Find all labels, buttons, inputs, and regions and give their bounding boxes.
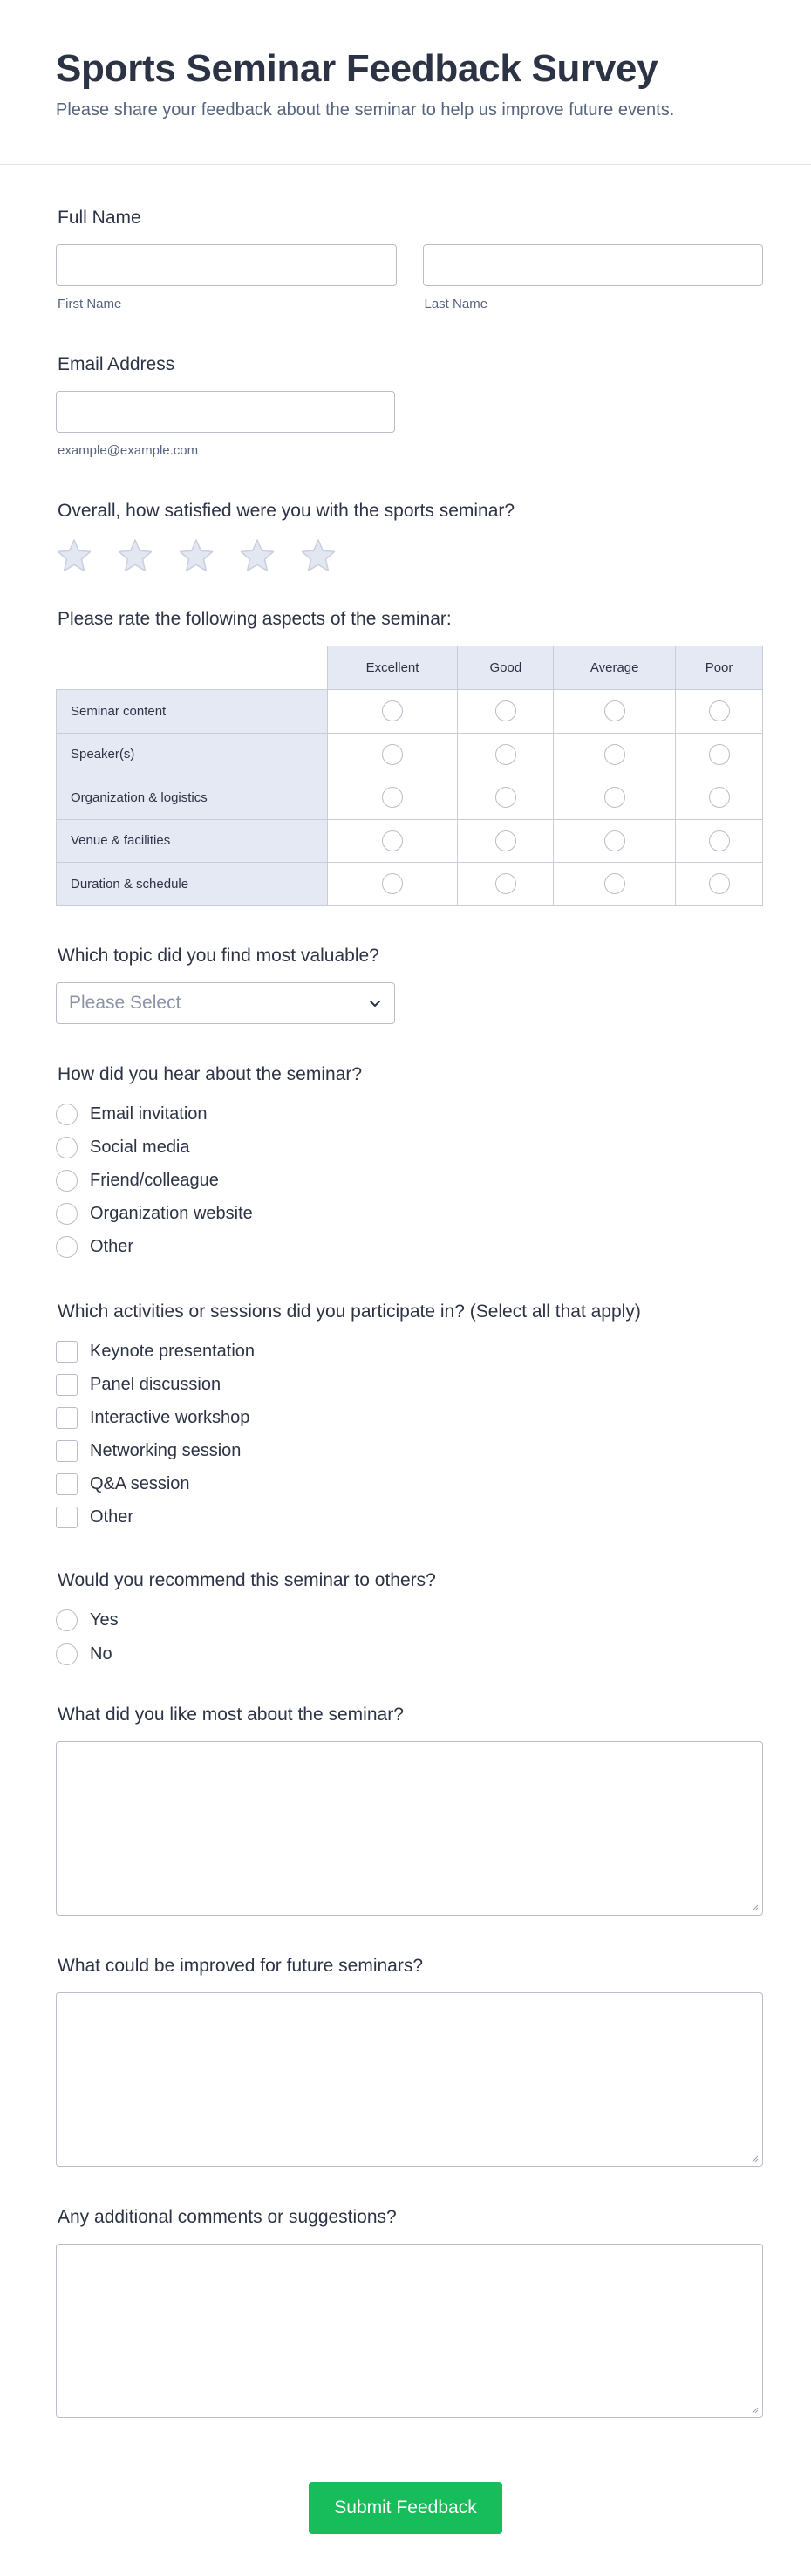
last-name-input[interactable]	[423, 244, 764, 286]
option-label: Email invitation	[90, 1104, 208, 1124]
heard-label: How did you hear about the seminar?	[58, 1064, 363, 1084]
matrix-radio[interactable]	[604, 873, 625, 894]
matrix-label: Please rate the following aspects of the seminar:	[58, 609, 452, 629]
checkbox-option[interactable]	[56, 1434, 763, 1467]
submit-button[interactable]: Submit Feedback	[309, 2482, 502, 2534]
matrix-cell	[554, 690, 676, 734]
matrix-cell	[327, 819, 458, 863]
matrix-radio[interactable]	[382, 700, 403, 721]
radio-option[interactable]	[56, 1637, 763, 1671]
email-input[interactable]	[56, 391, 395, 433]
activities-options	[56, 1335, 763, 1534]
matrix-cell	[458, 863, 554, 906]
improve-label: What could be improved for future seminars?	[58, 1956, 424, 1976]
matrix-radio[interactable]	[604, 787, 625, 808]
matrix-cell	[676, 733, 763, 776]
matrix-radio[interactable]	[382, 787, 403, 808]
matrix-row	[57, 819, 763, 863]
checkbox[interactable]	[56, 1407, 78, 1429]
matrix-radio[interactable]	[382, 830, 403, 851]
chevron-down-icon	[368, 996, 382, 1010]
last-name-sublabel: Last Name	[424, 297, 488, 311]
option-label: Interactive workshop	[90, 1407, 250, 1427]
checkbox-option[interactable]	[56, 1401, 763, 1434]
radio-button[interactable]	[56, 1203, 78, 1225]
recommend-section	[56, 1568, 763, 1671]
checkbox-option[interactable]	[56, 1368, 763, 1401]
radio-option[interactable]	[56, 1197, 763, 1230]
email-label: Email Address	[58, 354, 175, 374]
matrix-row	[57, 776, 763, 820]
liked-section	[56, 1703, 763, 1916]
matrix-column-header: Poor	[676, 646, 763, 690]
matrix-radio[interactable]	[709, 700, 730, 721]
matrix-cell	[554, 733, 676, 776]
heard-section	[56, 1063, 763, 1263]
matrix-cell	[554, 863, 676, 906]
option-label: Panel discussion	[90, 1374, 221, 1394]
matrix-row-label: Venue & facilities	[57, 819, 328, 863]
matrix-radio[interactable]	[709, 830, 730, 851]
matrix-radio[interactable]	[382, 873, 403, 894]
star-rating	[56, 537, 763, 574]
satisfaction-section	[56, 499, 763, 574]
checkbox[interactable]	[56, 1440, 78, 1462]
topic-select[interactable]	[56, 982, 395, 1024]
matrix-cell	[327, 690, 458, 734]
radio-button[interactable]	[56, 1643, 78, 1665]
matrix-radio[interactable]	[382, 744, 403, 765]
matrix-row-label: Speaker(s)	[57, 733, 328, 776]
star-icon[interactable]	[239, 537, 276, 574]
matrix-cell	[676, 690, 763, 734]
option-label: Friend/colleague	[90, 1170, 219, 1190]
option-label: Organization website	[90, 1203, 253, 1223]
matrix-radio[interactable]	[604, 744, 625, 765]
matrix-radio[interactable]	[495, 873, 516, 894]
matrix-cell	[327, 863, 458, 906]
option-label: Other	[90, 1507, 134, 1527]
matrix-cell	[676, 819, 763, 863]
matrix-radio[interactable]	[495, 700, 516, 721]
option-label: Yes	[90, 1610, 119, 1630]
matrix-radio[interactable]	[709, 744, 730, 765]
activities-section	[56, 1300, 763, 1534]
radio-button[interactable]	[56, 1609, 78, 1631]
matrix-radio[interactable]	[495, 830, 516, 851]
matrix-row	[57, 733, 763, 776]
first-name-input[interactable]	[56, 244, 397, 286]
matrix-column-header: Good	[458, 646, 554, 690]
matrix-cell	[676, 776, 763, 820]
comments-textarea[interactable]	[56, 2244, 763, 2418]
improve-section	[56, 1954, 763, 2167]
matrix-cell	[554, 776, 676, 820]
full-name-label: Full Name	[58, 208, 141, 228]
star-icon[interactable]	[300, 537, 337, 574]
matrix-cell	[458, 690, 554, 734]
resize-handle-icon[interactable]	[750, 1903, 759, 1911]
matrix-cell	[327, 776, 458, 820]
matrix-cell	[327, 733, 458, 776]
recommend-options	[56, 1603, 763, 1671]
form-subtitle: Please share your feedback about the seminar to help us improve future events.	[56, 100, 675, 120]
first-name-sublabel: First Name	[58, 297, 122, 311]
matrix-radio[interactable]	[495, 787, 516, 808]
radio-button[interactable]	[56, 1104, 78, 1125]
star-icon[interactable]	[56, 537, 92, 574]
option-label: Keynote presentation	[90, 1341, 256, 1361]
matrix-radio[interactable]	[709, 787, 730, 808]
radio-option[interactable]	[56, 1164, 763, 1197]
star-icon[interactable]	[117, 537, 153, 574]
star-icon[interactable]	[178, 537, 215, 574]
topic-placeholder: Please Select	[69, 993, 181, 1013]
radio-option[interactable]	[56, 1230, 763, 1263]
checkbox-option[interactable]	[56, 1467, 763, 1500]
matrix-corner	[57, 646, 328, 690]
option-label: No	[90, 1644, 112, 1664]
form-footer	[0, 2450, 811, 2576]
matrix-column-header: Average	[554, 646, 676, 690]
full-name-section	[56, 206, 763, 311]
activities-label: Which activities or sessions did you participate in? (Select all that apply)	[58, 1302, 641, 1322]
matrix-row	[57, 690, 763, 734]
liked-label: What did you like most about the seminar?	[58, 1705, 404, 1725]
comments-section	[56, 2205, 763, 2418]
form-title: Sports Seminar Feedback Survey	[56, 47, 658, 90]
matrix-cell	[458, 733, 554, 776]
checkbox[interactable]	[56, 1507, 78, 1528]
heard-options	[56, 1097, 763, 1263]
matrix-radio[interactable]	[709, 873, 730, 894]
matrix-column-header: Excellent	[327, 646, 458, 690]
liked-textarea[interactable]	[56, 1741, 763, 1916]
matrix-radio[interactable]	[495, 744, 516, 765]
option-label: Social media	[90, 1137, 190, 1157]
matrix-cell	[676, 863, 763, 906]
form-header	[0, 0, 811, 165]
option-label: Networking session	[90, 1440, 242, 1460]
matrix-section	[56, 607, 763, 906]
resize-handle-icon[interactable]	[750, 2405, 759, 2414]
matrix-cell	[458, 819, 554, 863]
option-label: Q&A session	[90, 1473, 190, 1493]
satisfaction-label: Overall, how satisfied were you with the sports seminar?	[58, 501, 515, 521]
checkbox-option[interactable]	[56, 1335, 763, 1368]
improve-textarea[interactable]	[56, 1992, 763, 2167]
comments-label: Any additional comments or suggestions?	[58, 2207, 397, 2227]
resize-handle-icon[interactable]	[750, 2154, 759, 2163]
email-sublabel: example@example.com	[58, 443, 199, 458]
email-section	[56, 352, 763, 458]
matrix-row-label: Seminar content	[57, 690, 328, 734]
matrix-row-label: Duration & schedule	[57, 863, 328, 906]
checkbox[interactable]	[56, 1374, 78, 1396]
matrix-radio[interactable]	[604, 700, 625, 721]
matrix-cell	[458, 776, 554, 820]
radio-option[interactable]	[56, 1097, 763, 1131]
matrix-row	[57, 863, 763, 906]
radio-button[interactable]	[56, 1236, 78, 1258]
matrix-row-label: Organization & logistics	[57, 776, 328, 820]
matrix-cell	[554, 819, 676, 863]
rating-matrix	[56, 646, 763, 906]
radio-option[interactable]	[56, 1131, 763, 1164]
radio-option[interactable]	[56, 1603, 763, 1637]
radio-button[interactable]	[56, 1137, 78, 1158]
matrix-radio[interactable]	[604, 830, 625, 851]
topic-label: Which topic did you find most valuable?	[58, 946, 379, 966]
radio-button[interactable]	[56, 1170, 78, 1192]
recommend-label: Would you recommend this seminar to others?	[58, 1570, 436, 1590]
checkbox[interactable]	[56, 1473, 78, 1495]
checkbox[interactable]	[56, 1341, 78, 1363]
topic-section	[56, 944, 763, 1024]
checkbox-option[interactable]	[56, 1500, 763, 1534]
option-label: Other	[90, 1236, 134, 1256]
